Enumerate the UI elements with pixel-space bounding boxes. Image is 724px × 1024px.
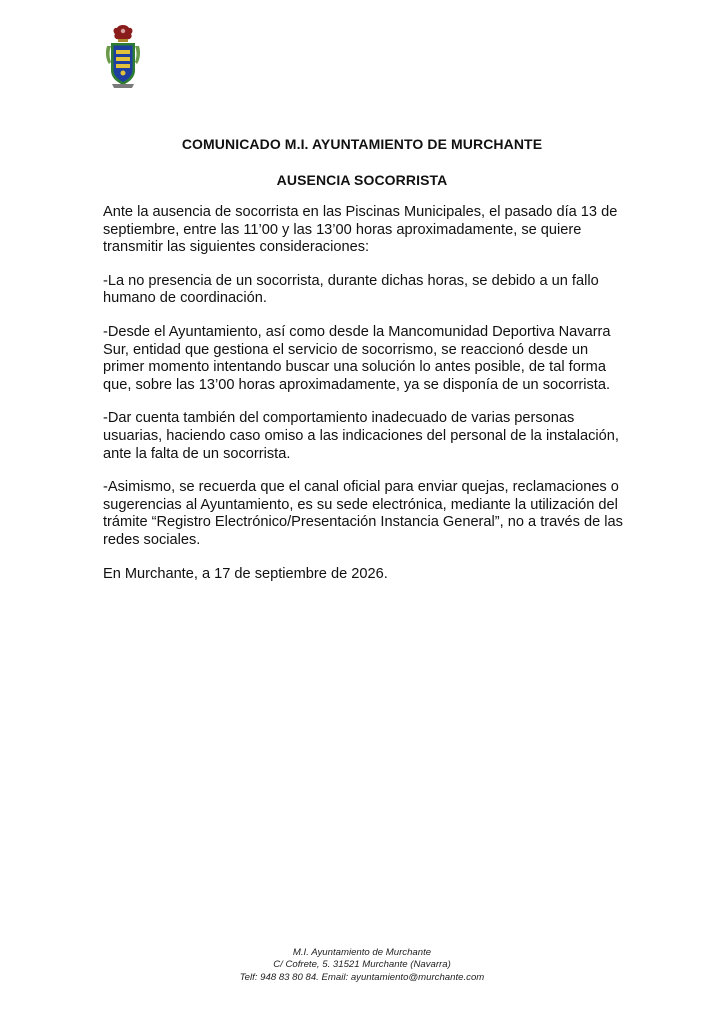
paragraph-official-channel: -Asimismo, se recuerda que el canal oficial para enviar quejas, reclamaciones o sugerencias al Ayuntamiento, es su sede electrónica, mediante la utilización del trámite “Registro Electrónico/Presentación Instancia General”, no a través de las redes sociales. bbox=[103, 479, 623, 548]
document-body bbox=[103, 204, 633, 599]
paragraph-absence-cause: -La no presencia de un socorrista, durante dichas horas, se debido a un fallo humano de coordinación. bbox=[103, 272, 599, 307]
paragraph-user-behavior: -Dar cuenta también del comportamiento inadecuado de varias personas usuarias, haciendo caso omiso a las indicaciones del personal de la instalación, ante la falta de un socorrista. bbox=[103, 410, 619, 462]
document-subtitle: AUSENCIA SOCORRISTA bbox=[276, 172, 448, 188]
coat-of-arms-icon bbox=[103, 24, 143, 90]
footer-contact: Telf: 948 83 80 84. Email: ayuntamiento@murchante.com bbox=[239, 971, 485, 983]
paragraph-intro: Ante la ausencia de socorrista en las Piscinas Municipales, el pasado día 13 de septiembre, entre las 11’00 y las 13’00 horas aproximadamente, se quiere transmitir las siguientes consideraciones: bbox=[103, 204, 618, 256]
footer-address: C/ Cofrete, 5. 31521 Murchante (Navarra) bbox=[273, 959, 451, 971]
paragraph-response: -Desde el Ayuntamiento, así como desde la Mancomunidad Deportiva Navarra Sur, entidad que gestiona el servicio de socorrismo, se reaccionó desde un primer momento intentando buscar una solución lo antes posible, de tal forma que, sobre las 13’00 horas aproximadamente, ya se disponía de un socorrista. bbox=[103, 323, 611, 393]
letterhead-footer bbox=[200, 947, 524, 984]
document-title: COMUNICADO M.I. AYUNTAMIENTO DE MURCHANTE bbox=[181, 136, 543, 152]
paragraph-date-place: En Murchante, a 17 de septiembre de 2026. bbox=[103, 565, 388, 582]
footer-organization: M.I. Ayuntamiento de Murchante bbox=[292, 947, 432, 958]
